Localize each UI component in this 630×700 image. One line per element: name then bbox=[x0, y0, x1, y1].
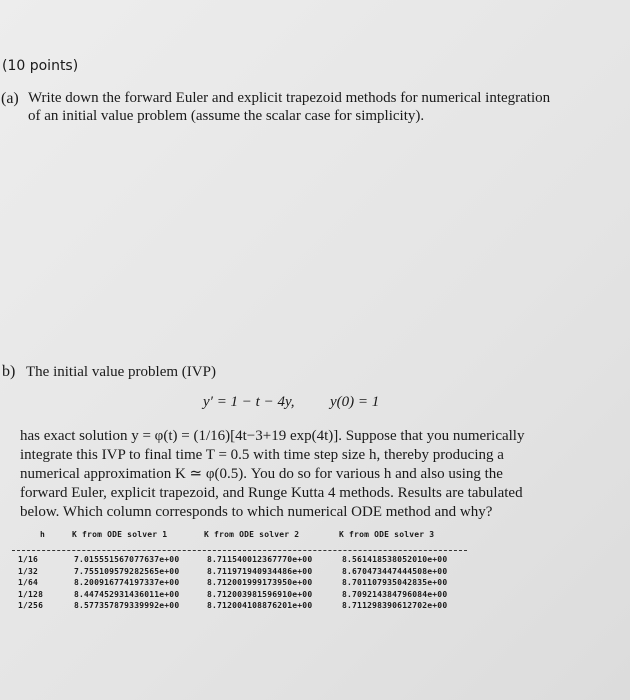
cell-h: 1/32 bbox=[18, 566, 39, 576]
table-row bbox=[12, 590, 467, 602]
table-row bbox=[12, 578, 467, 590]
table-header bbox=[12, 530, 467, 546]
initial-condition: y(0) = 1 bbox=[330, 394, 380, 410]
header-solver-1: K from ODE solver 1 bbox=[72, 530, 168, 539]
cell-solver-1: 7.755109579282565e+00 bbox=[74, 566, 180, 576]
cell-solver-3: 8.709214384796084e+00 bbox=[342, 589, 448, 599]
part-a-label: (a) bbox=[1, 90, 19, 107]
paragraph-line: below. Which column corresponds to which numerical ODE method and why? bbox=[20, 504, 493, 520]
cell-solver-2: 8.711971940934486e+00 bbox=[207, 566, 313, 576]
points-label: (10 points) bbox=[2, 58, 79, 74]
paragraph-line: integrate this IVP to final time T = 0.5 with time step size h, thereby producing a bbox=[20, 447, 504, 463]
cell-solver-2: 8.712004108876201e+00 bbox=[207, 601, 313, 611]
cell-solver-2: 8.712001999173950e+00 bbox=[207, 578, 313, 588]
cell-solver-3: 8.701107935042835e+00 bbox=[342, 578, 448, 588]
cell-h: 1/16 bbox=[18, 555, 39, 564]
cell-h: 1/64 bbox=[18, 578, 39, 588]
paragraph-line: has exact solution y = φ(t) = (1/16)[4t−3+19 exp(4t)]. Suppose that you numerically bbox=[20, 428, 525, 444]
cell-solver-2: 8.712003981596910e+00 bbox=[207, 589, 313, 599]
part-b-intro: The initial value problem (IVP) bbox=[26, 364, 216, 380]
part-b-paragraph bbox=[20, 427, 524, 522]
paragraph-line: forward Euler, explicit trapezoid, and Runge Kutta 4 methods. Results are tabulated bbox=[20, 485, 523, 501]
part-a-line-1: Write down the forward Euler and explicit trapezoid methods for numerical integration bbox=[28, 90, 551, 106]
header-h: h bbox=[40, 530, 46, 539]
cell-solver-1: 8.200916774197337e+00 bbox=[74, 578, 180, 588]
part-b-label: b) bbox=[2, 363, 16, 380]
part-a-line-2: of an initial value problem (assume the scalar case for simplicity). bbox=[28, 108, 425, 124]
cell-solver-1: 7.015551567077637e+00 bbox=[74, 555, 180, 564]
table-row bbox=[12, 555, 467, 567]
table-row bbox=[12, 601, 467, 613]
cell-solver-3: 8.711298390612702e+00 bbox=[342, 601, 448, 611]
cell-solver-2: 8.711540012367770e+00 bbox=[207, 555, 313, 564]
cell-h: 1/128 bbox=[18, 589, 44, 599]
header-solver-2: K from ODE solver 2 bbox=[204, 530, 300, 539]
cell-h: 1/256 bbox=[18, 601, 44, 611]
paragraph-line: numerical approximation K ≃ φ(0.5). You do so for various h and also using the bbox=[20, 466, 503, 482]
cell-solver-1: 8.447452931436011e+00 bbox=[74, 589, 180, 599]
ivp-equation: y′ = 1 − t − 4y, bbox=[203, 394, 295, 410]
table-rule bbox=[12, 550, 467, 551]
table-row bbox=[12, 567, 467, 579]
cell-solver-1: 8.577357879339992e+00 bbox=[74, 601, 180, 611]
cell-solver-3: 8.561418538052010e+00 bbox=[342, 555, 448, 564]
header-solver-3: K from ODE solver 3 bbox=[339, 530, 435, 539]
cell-solver-3: 8.670473447444508e+00 bbox=[342, 566, 448, 576]
results-table bbox=[12, 530, 467, 613]
